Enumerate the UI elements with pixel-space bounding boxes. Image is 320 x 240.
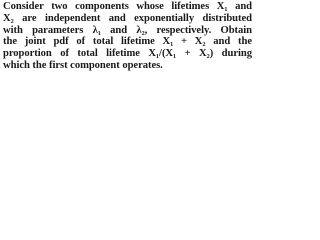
problem-text	[3, 1, 252, 72]
problem-line-6: which the first component operates.	[3, 59, 163, 71]
problem-line-4: the joint pdf of total lifetime X₁ + X₂ and the	[3, 36, 252, 48]
problem-line-3: with parameters λ₁ and λ₂, respectively. Obtain	[3, 24, 252, 36]
problem-line-1: Consider two components whose lifetimes X₁ and	[3, 1, 252, 12]
problem-line-5: proportion of total lifetime X₁/(X₁ + X₂) during	[3, 48, 252, 60]
page	[0, 0, 255, 95]
problem-line-2: X₂ are independent and exponentially distributed	[3, 12, 252, 24]
